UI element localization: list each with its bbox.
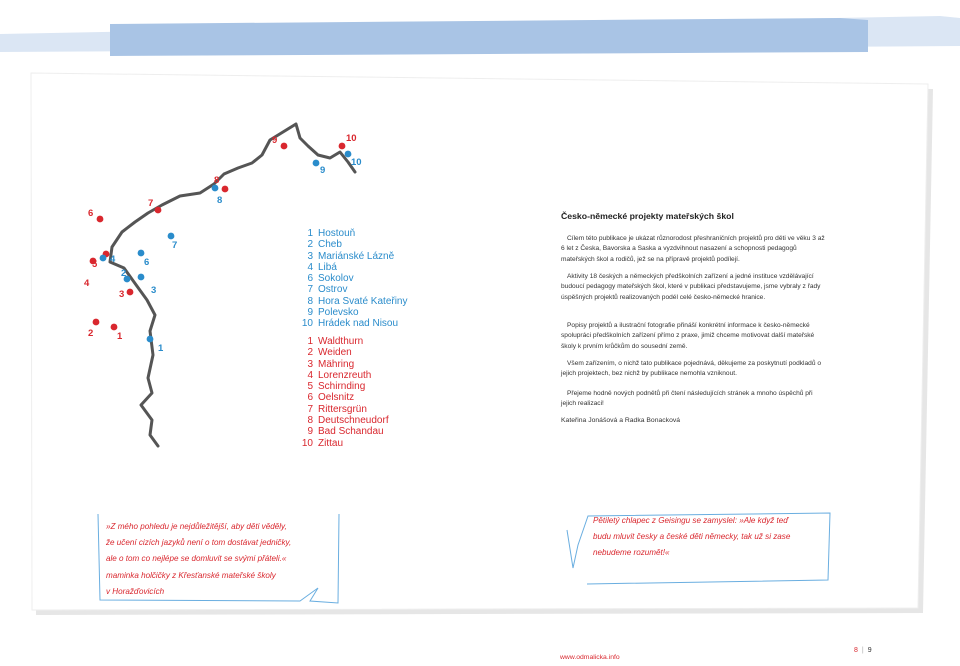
- town-number: 1: [307, 228, 313, 239]
- map-label-de-3: 3: [119, 289, 125, 300]
- town-number: 3: [307, 250, 313, 262]
- map-label-cz-9: 9: [320, 165, 326, 176]
- map-marker-blue-7: [168, 233, 175, 240]
- page-number-right: 9: [867, 647, 872, 654]
- map-label-cz-1: 1: [158, 343, 164, 354]
- article-paragraph: Všem zařízením, o nichž tato publikace pojednává, děkujeme za poskytnutí podkladů o jejich projektech, bez nichž by publikace nemohla vzniknout.: [561, 360, 822, 378]
- map-marker-red-2: [93, 319, 100, 326]
- town-number: 3: [307, 358, 313, 370]
- map-marker-red-1: [111, 324, 118, 331]
- page-number-left: 8: [854, 647, 858, 654]
- footer-url-link[interactable]: www.odmalicka.info: [560, 654, 620, 661]
- article-paragraph: Přejeme hodně nových podnětů při čtení následujících stránek a mnoho úspěchů při jejich realizaci!: [561, 390, 813, 408]
- cz-town-row: [300, 251, 408, 262]
- map-marker-red-9: [281, 143, 288, 150]
- cz-town-row: [300, 262, 408, 273]
- map-label-cz-7: 7: [172, 240, 178, 251]
- map-marker-blue-4: [100, 255, 107, 262]
- german-town-list: [300, 336, 389, 449]
- quote-line: »Z mého pohledu je nejdůležitější, aby děti věděly,: [106, 522, 287, 531]
- quote-line: v Horažďovicích: [106, 586, 165, 596]
- town-number: 10: [301, 437, 313, 449]
- map-marker-blue-9: [313, 160, 320, 167]
- czech-town-list: [300, 228, 408, 330]
- map-label-de-6: 6: [88, 208, 94, 219]
- town-name: Deutschneudorf: [318, 415, 389, 427]
- town-name: Libá: [318, 261, 337, 273]
- town-number: 4: [307, 369, 313, 381]
- cz-town-row: [300, 228, 408, 239]
- map-marker-red-8: [222, 186, 229, 193]
- quote-line: maminka holčičky z Křesťanské mateřské školy: [106, 570, 276, 580]
- de-town-row: [300, 336, 389, 347]
- map-marker-blue-6: [138, 250, 145, 257]
- article-paragraph: Aktivity 18 českých a německých předškolních zařízení a jedné instituce vzdělávající budoucí pedagogy mateřských škol, které v publikaci představujeme, jsme vybraly z řady úspěšných projektů realizovaných podél celé česko-německé hranice.: [561, 273, 821, 301]
- map-label-de-2: 2: [88, 328, 94, 339]
- town-name: Oelsnitz: [318, 392, 355, 404]
- quote-line: Pětiletý chlapec z Geisingu se zamyslel: »Ale když teď: [593, 516, 789, 525]
- town-number: 8: [307, 295, 313, 307]
- town-name: Hrádek nad Nisou: [318, 318, 399, 330]
- map-label-cz-10: 10: [351, 157, 362, 168]
- quote-line: budu mluvit česky a české děti německy, tak už si zase: [593, 532, 791, 542]
- map-label-de-8: 8: [214, 175, 220, 186]
- de-town-row: [300, 426, 389, 437]
- quote-line: ale o tom co nejlépe se domluvit se svými přáteli.«: [106, 554, 287, 564]
- town-name: Polevsko: [318, 307, 359, 319]
- map-label-de-4: 4: [84, 278, 90, 289]
- town-number: 9: [307, 307, 313, 319]
- map-marker-red-3: [127, 289, 134, 296]
- town-number: 7: [307, 284, 313, 296]
- town-name: Rittersgrün: [318, 403, 367, 415]
- cz-town-row: [300, 307, 408, 318]
- map-label-cz-6: 6: [144, 257, 150, 268]
- de-town-row: [300, 415, 389, 426]
- article-paragraph: Popisy projektů a ilustrační fotografie přináší konkrétní informace k česko-německé spolupráci předškolních zařízení přímo z praxe, jimiž chceme motivovat další mateřské školy k prvním krůčkům do sousední země.: [561, 322, 815, 350]
- de-town-row: [300, 404, 389, 415]
- quote-right: [593, 513, 833, 562]
- map-marker-red-10: [339, 143, 346, 150]
- town-number: 7: [307, 403, 313, 415]
- de-town-row: [300, 359, 389, 370]
- cz-town-row: [300, 273, 408, 284]
- map-marker-red-6: [97, 216, 104, 223]
- town-name: Bad Schandau: [318, 426, 384, 438]
- map-label-de-7: 7: [148, 198, 154, 209]
- town-name: Lorenzreuth: [318, 369, 372, 381]
- page-separator: |: [861, 647, 864, 654]
- map-label-de-1: 1: [117, 331, 123, 342]
- map-marker-blue-1: [147, 336, 154, 343]
- de-town-row: [300, 381, 389, 392]
- town-number: 2: [307, 347, 313, 359]
- map-label-de-9: 9: [272, 135, 278, 146]
- article-signature: Kateřina Jonášová a Radka Bonacková: [561, 417, 681, 424]
- town-name: Sokolov: [318, 273, 354, 285]
- map-label-de-10: 10: [346, 133, 357, 144]
- town-name: Hora Svaté Kateřiny: [318, 295, 408, 307]
- de-town-row: [300, 438, 389, 449]
- map-label-de-5: 5: [92, 259, 98, 270]
- article-paragraph: Cílem této publikace je ukázat různorodost přeshraničních projektů pro děti ve věku 3 až 6 let z Česka, Bavorska a Saska a vyzdvihnout nasazení a schopnosti pedagogů mateřských škol a rodičů, jež se na přípravě projektů podílejí.: [561, 235, 825, 263]
- town-name: Zittau: [318, 437, 344, 449]
- town-number: 9: [307, 426, 313, 438]
- town-name: Weiden: [318, 347, 352, 359]
- de-town-row: [300, 370, 389, 381]
- cz-town-row: [300, 284, 408, 295]
- town-name: Mariánské Lázně: [318, 250, 395, 262]
- town-number: 4: [307, 261, 313, 273]
- town-number: 5: [307, 381, 313, 393]
- town-number: 6: [307, 273, 313, 285]
- town-number: 2: [307, 239, 313, 251]
- article-heading: Česko-německé projekty mateřských škol: [561, 211, 734, 221]
- cz-town-row: [300, 296, 408, 307]
- town-name: Cheb: [318, 239, 342, 251]
- town-name: Waldthurn: [318, 336, 364, 347]
- map-marker-red-7: [155, 207, 162, 214]
- cz-town-row: [300, 239, 408, 250]
- town-name: Ostrov: [318, 284, 348, 296]
- cz-town-row: [300, 318, 408, 329]
- map-label-cz-8: 8: [217, 195, 223, 206]
- town-number: 10: [301, 318, 313, 330]
- map-marker-blue-3: [138, 274, 145, 281]
- quote-line: že učení cizích jazyků není o tom dostávat jedničky,: [106, 538, 292, 548]
- town-number: 1: [307, 336, 313, 347]
- town-number: 8: [307, 415, 313, 427]
- de-town-row: [300, 347, 389, 358]
- page-numbers: [854, 647, 872, 654]
- map-label-cz-4: 4: [110, 254, 116, 265]
- town-name: Schirnding: [318, 381, 366, 393]
- quote-line: nebudeme rozumět!«: [593, 548, 670, 558]
- map-label-cz-2: 2: [121, 268, 127, 279]
- de-town-row: [300, 392, 389, 403]
- quote-left: [106, 519, 346, 600]
- town-name: Hostouň: [318, 228, 356, 239]
- map-label-cz-3: 3: [151, 285, 157, 296]
- town-number: 6: [307, 392, 313, 404]
- town-name: Mähring: [318, 358, 355, 370]
